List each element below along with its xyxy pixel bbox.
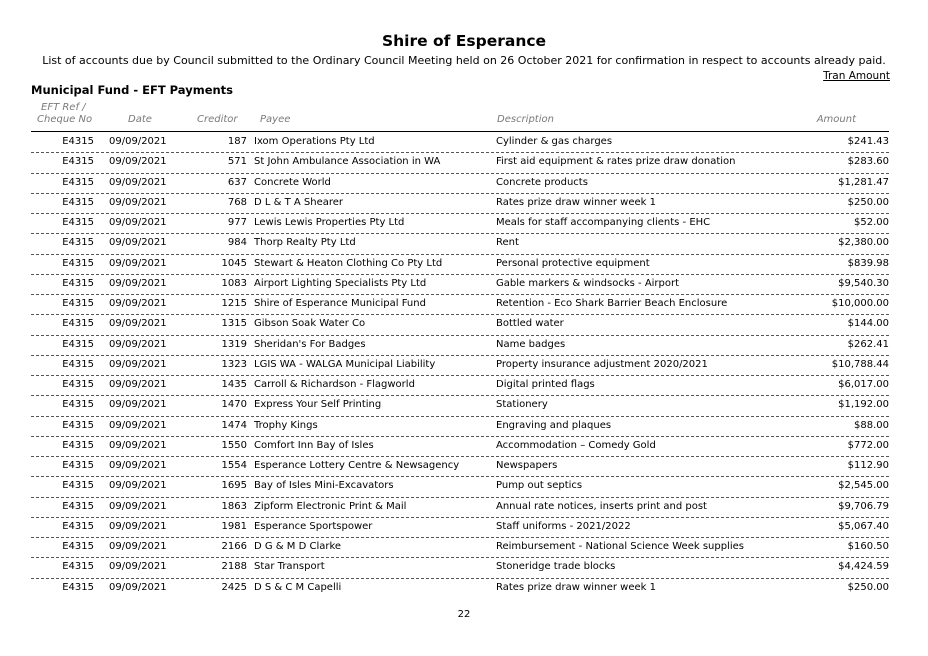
table-row xyxy=(31,314,889,334)
table-row xyxy=(31,274,889,294)
creditor-number: 1045 xyxy=(221,257,247,269)
col-header-creditor: Creditor xyxy=(197,114,238,125)
table-row xyxy=(31,233,889,253)
table-row xyxy=(31,294,889,314)
payment-date: 09/09/2021 xyxy=(109,541,167,552)
creditor-number: 1470 xyxy=(221,399,247,411)
payment-amount: $772.00 xyxy=(847,439,889,451)
creditor-number: 571 xyxy=(227,156,247,168)
payment-description: Gable markers & windsocks - Airport xyxy=(496,277,680,289)
payment-date: 09/09/2021 xyxy=(109,257,167,269)
creditor-number: 977 xyxy=(227,217,247,228)
table-row xyxy=(31,537,889,557)
table-row xyxy=(31,456,889,476)
creditor-number: 1554 xyxy=(221,460,247,471)
payment-date: 09/09/2021 xyxy=(109,237,167,249)
payee-name: Zipform Electronic Print & Mail xyxy=(254,500,407,512)
table-row xyxy=(31,254,889,274)
creditor-number: 1215 xyxy=(221,298,247,309)
payment-description: Newspapers xyxy=(496,460,558,471)
payee-name: Thorp Realty Pty Ltd xyxy=(254,237,356,249)
eft-ref: E4315 xyxy=(62,439,94,451)
payment-description: Stoneridge trade blocks xyxy=(496,561,616,573)
eft-ref: E4315 xyxy=(62,217,94,228)
payment-amount: $144.00 xyxy=(847,318,889,330)
payee-name: Esperance Lottery Centre & Newsagency xyxy=(254,460,460,471)
creditor-number: 2425 xyxy=(221,581,247,593)
creditor-number: 1319 xyxy=(221,338,247,350)
payment-date: 09/09/2021 xyxy=(109,196,167,208)
table-row xyxy=(31,213,889,233)
creditor-number: 984 xyxy=(227,237,247,249)
payee-name: D S & C M Capelli xyxy=(254,581,342,593)
payment-description: Rent xyxy=(496,237,519,249)
payee-name: Concrete World xyxy=(254,176,331,188)
payment-description: Reimbursement - National Science Week supplies xyxy=(496,541,744,552)
creditor-number: 1435 xyxy=(221,379,247,390)
payment-amount: $241.43 xyxy=(847,136,889,147)
payment-date: 09/09/2021 xyxy=(109,399,167,411)
payment-amount: $1,192.00 xyxy=(838,399,889,411)
creditor-number: 637 xyxy=(227,176,247,188)
col-header-ref-line2: Cheque No xyxy=(37,114,93,125)
payment-amount: $160.50 xyxy=(847,541,889,552)
payment-date: 09/09/2021 xyxy=(109,358,167,370)
payment-date: 09/09/2021 xyxy=(109,379,167,390)
creditor-number: 768 xyxy=(227,196,247,208)
table-row xyxy=(31,476,889,496)
eft-ref: E4315 xyxy=(62,136,94,147)
creditor-number: 2166 xyxy=(221,541,247,552)
payment-date: 09/09/2021 xyxy=(109,480,167,492)
fund-section-title: Municipal Fund - EFT Payments xyxy=(31,83,234,97)
creditor-number: 1474 xyxy=(221,419,247,431)
payment-description: Annual rate notices, inserts print and post xyxy=(496,500,707,512)
eft-ref: E4315 xyxy=(62,176,94,188)
payment-amount: $262.41 xyxy=(847,338,889,350)
payment-description: Bottled water xyxy=(496,318,564,330)
payment-amount: $2,380.00 xyxy=(838,237,889,249)
payment-date: 09/09/2021 xyxy=(109,460,167,471)
payment-date: 09/09/2021 xyxy=(109,520,167,532)
table-row xyxy=(31,152,889,172)
payment-date: 09/09/2021 xyxy=(109,500,167,512)
eft-ref: E4315 xyxy=(62,399,94,411)
payment-date: 09/09/2021 xyxy=(109,298,167,309)
eft-ref: E4315 xyxy=(62,419,94,431)
payee-name: LGIS WA - WALGA Municipal Liability xyxy=(254,358,436,370)
table-row xyxy=(31,436,889,456)
payment-description: Stationery xyxy=(496,399,548,411)
payment-date: 09/09/2021 xyxy=(109,217,167,228)
col-header-description: Description xyxy=(497,114,554,125)
col-header-ref-line1: EFT Ref / xyxy=(41,102,86,113)
payment-description: Name badges xyxy=(496,338,566,350)
eft-ref: E4315 xyxy=(62,581,94,593)
payment-description: Pump out septics xyxy=(496,480,583,492)
payment-description: Rates prize draw winner week 1 xyxy=(496,581,656,593)
payment-amount: $250.00 xyxy=(847,196,889,208)
payment-date: 09/09/2021 xyxy=(109,176,167,188)
creditor-number: 2188 xyxy=(221,561,247,573)
payment-description: First aid equipment & rates prize draw donation xyxy=(496,156,736,168)
payment-description: Engraving and plaques xyxy=(496,419,612,431)
payment-date: 09/09/2021 xyxy=(109,561,167,573)
table-row xyxy=(31,193,889,213)
payment-date: 09/09/2021 xyxy=(109,318,167,330)
payee-name: Bay of Isles Mini-Excavators xyxy=(254,480,394,492)
creditor-number: 1323 xyxy=(221,358,247,370)
payment-amount: $5,067.40 xyxy=(838,520,889,532)
payment-amount: $10,000.00 xyxy=(831,298,889,309)
payment-description: Property insurance adjustment 2020/2021 xyxy=(496,358,708,370)
payment-amount: $4,424.59 xyxy=(838,561,889,573)
creditor-number: 1083 xyxy=(221,277,247,289)
payment-amount: $52.00 xyxy=(854,217,889,228)
payment-amount: $250.00 xyxy=(847,581,889,593)
payment-amount: $6,017.00 xyxy=(838,379,889,390)
payment-description: Rates prize draw winner week 1 xyxy=(496,196,656,208)
payee-name: St John Ambulance Association in WA xyxy=(254,156,441,168)
payment-amount: $1,281.47 xyxy=(838,176,889,188)
eft-ref: E4315 xyxy=(62,298,94,309)
payee-name: Sheridan's For Badges xyxy=(254,338,366,350)
payment-date: 09/09/2021 xyxy=(109,439,167,451)
payee-name: Gibson Soak Water Co xyxy=(254,318,366,330)
payment-description: Concrete products xyxy=(496,176,588,188)
payment-date: 09/09/2021 xyxy=(109,338,167,350)
payee-name: D G & M D Clarke xyxy=(254,541,342,552)
payee-name: Esperance Sportspower xyxy=(254,520,373,532)
payment-description: Digital printed flags xyxy=(496,379,595,390)
payment-amount: $88.00 xyxy=(854,419,889,431)
col-header-date: Date xyxy=(128,114,152,125)
table-row xyxy=(31,132,889,152)
payment-amount: $9,540.30 xyxy=(838,277,889,289)
payee-name: Carroll & Richardson - Flagworld xyxy=(254,379,415,390)
table-row xyxy=(31,173,889,193)
payment-description: Staff uniforms - 2021/2022 xyxy=(496,520,631,532)
payment-amount: $9,706.79 xyxy=(838,500,889,512)
table-row xyxy=(31,416,889,436)
eft-ref: E4315 xyxy=(62,561,94,573)
payment-amount: $283.60 xyxy=(847,156,889,168)
table-row xyxy=(31,395,889,415)
eft-ref: E4315 xyxy=(62,196,94,208)
col-header-amount: Amount xyxy=(816,114,856,125)
payee-name: Ixom Operations Pty Ltd xyxy=(254,136,375,147)
table-row xyxy=(31,557,889,577)
table-row xyxy=(31,375,889,395)
tran-amount-label: Tran Amount xyxy=(823,70,890,82)
payment-amount: $112.90 xyxy=(847,460,889,471)
table-row xyxy=(31,355,889,375)
creditor-number: 1981 xyxy=(221,520,247,532)
payment-amount: $839.98 xyxy=(847,257,889,269)
payment-date: 09/09/2021 xyxy=(109,419,167,431)
payee-name: Comfort Inn Bay of Isles xyxy=(254,439,374,451)
table-row xyxy=(31,335,889,355)
payee-name: Stewart & Heaton Clothing Co Pty Ltd xyxy=(254,257,443,269)
eft-ref: E4315 xyxy=(62,541,94,552)
document-title: Shire of Esperance xyxy=(381,32,547,50)
creditor-number: 1695 xyxy=(221,480,247,492)
eft-ref: E4315 xyxy=(62,237,94,249)
creditor-number: 1863 xyxy=(221,500,247,512)
payee-name: Express Your Self Printing xyxy=(254,399,382,411)
eft-ref: E4315 xyxy=(62,318,94,330)
creditor-number: 1550 xyxy=(221,439,247,451)
eft-ref: E4315 xyxy=(62,358,94,370)
payee-name: Trophy Kings xyxy=(254,419,318,431)
payment-description: Cylinder & gas charges xyxy=(496,136,613,147)
payment-date: 09/09/2021 xyxy=(109,156,167,168)
payment-amount: $10,788.44 xyxy=(831,358,889,370)
table-row xyxy=(31,517,889,537)
payment-description: Personal protective equipment xyxy=(496,257,650,269)
payment-date: 09/09/2021 xyxy=(109,581,167,593)
eft-ref: E4315 xyxy=(62,520,94,532)
table-row xyxy=(31,578,889,598)
payee-name: D L & T A Shearer xyxy=(254,196,344,208)
eft-ref: E4315 xyxy=(62,156,94,168)
payment-description: Accommodation – Comedy Gold xyxy=(496,439,656,451)
payment-date: 09/09/2021 xyxy=(109,277,167,289)
creditor-number: 187 xyxy=(227,136,247,147)
eft-ref: E4315 xyxy=(62,379,94,390)
payment-description: Retention - Eco Shark Barrier Beach Enclosure xyxy=(496,298,728,309)
eft-ref: E4315 xyxy=(62,480,94,492)
col-header-payee: Payee xyxy=(260,114,291,125)
payee-name: Airport Lighting Specialists Pty Ltd xyxy=(254,277,427,289)
payee-name: Shire of Esperance Municipal Fund xyxy=(254,298,426,309)
creditor-number: 1315 xyxy=(221,318,247,330)
eft-ref: E4315 xyxy=(62,257,94,269)
payment-amount: $2,545.00 xyxy=(838,480,889,492)
payee-name: Star Transport xyxy=(254,561,325,573)
payment-date: 09/09/2021 xyxy=(109,136,167,147)
eft-ref: E4315 xyxy=(62,460,94,471)
payment-description: Meals for staff accompanying clients - EHC xyxy=(496,217,711,228)
page-number: 22 xyxy=(457,609,471,620)
eft-ref: E4315 xyxy=(62,338,94,350)
eft-ref: E4315 xyxy=(62,277,94,289)
eft-ref: E4315 xyxy=(62,500,94,512)
table-row xyxy=(31,497,889,517)
document-subtitle: List of accounts due by Council submitted to the Ordinary Council Meeting held on 26 October 2021 for confirmation in respect to accounts already paid. xyxy=(42,54,886,67)
payee-name: Lewis Lewis Properties Pty Ltd xyxy=(254,217,405,228)
